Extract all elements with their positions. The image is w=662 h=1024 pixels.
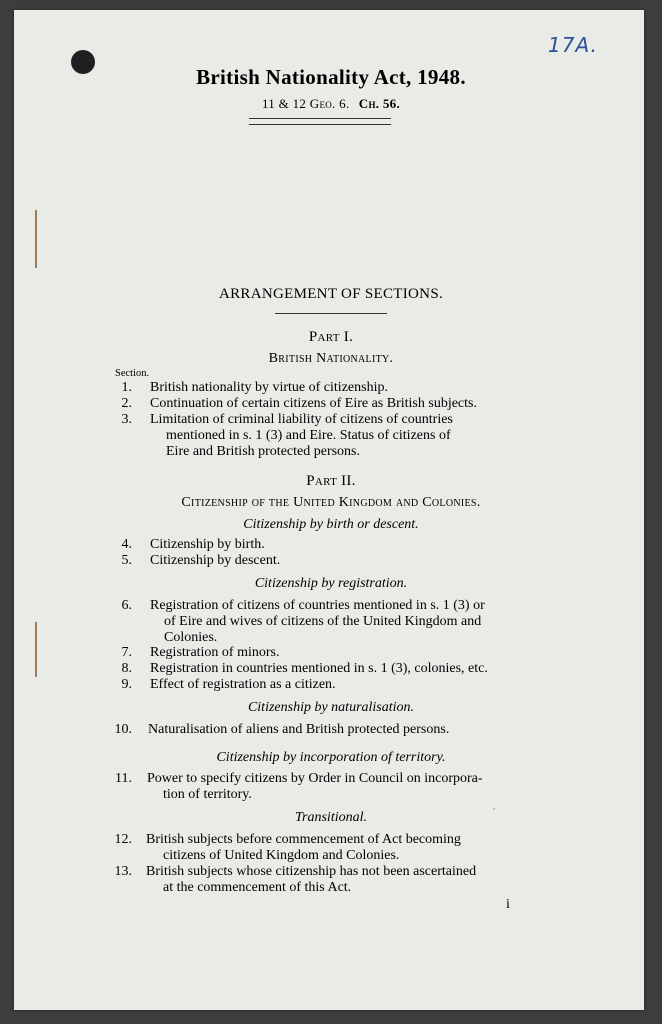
pencil-mark: ˈ: [492, 805, 497, 820]
subheading-naturalisation: Citizenship by naturalisation.: [247, 700, 415, 715]
handwritten-reference: 17A.: [548, 33, 598, 57]
part-one-label: Part I.: [308, 329, 354, 345]
subheading-incorporation: Citizenship by incorporation of territory.: [216, 750, 446, 765]
part-two-label: Part II.: [306, 473, 356, 489]
regnal-year: 11 & 12 Geo. 6.: [261, 96, 350, 111]
page-folio: i: [506, 897, 510, 912]
subheading-birth-descent: Citizenship by birth or descent.: [243, 517, 419, 532]
subheading-registration: Citizenship by registration.: [254, 576, 408, 591]
chapter-number: Ch. 56.: [358, 96, 400, 111]
part-one-heading: British Nationality.: [268, 351, 394, 366]
document-title: British Nationality Act, 1948.: [196, 65, 466, 89]
subheading-transitional: Transitional.: [295, 810, 367, 825]
heading-rule: [275, 313, 387, 314]
paper-tear-mark: [35, 210, 37, 268]
paper-tear-mark: [35, 622, 37, 677]
document-subtitle: [0, 96, 662, 112]
section-column-label: Section.: [115, 368, 150, 379]
arrangement-heading: ARRANGEMENT OF SECTIONS.: [218, 286, 444, 302]
title-double-rule: [249, 118, 391, 125]
part-two-heading: Citizenship of the United Kingdom and Colonies.: [181, 495, 481, 510]
